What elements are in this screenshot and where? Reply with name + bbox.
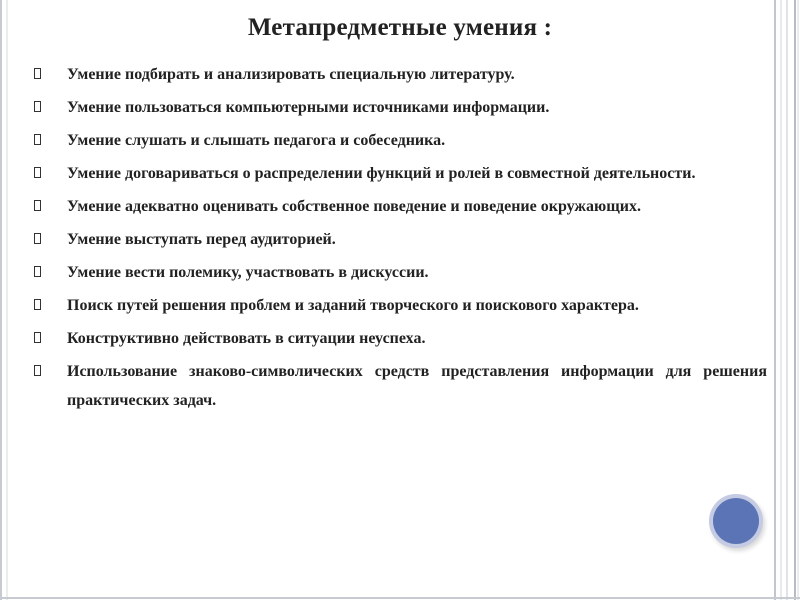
slide-title: Метапредметные умения : xyxy=(247,14,553,41)
list-item xyxy=(34,324,767,353)
checkbox-bullet-icon xyxy=(34,101,41,112)
list-item xyxy=(34,60,767,89)
checkbox-bullet-icon xyxy=(34,365,41,376)
list-item xyxy=(34,357,767,415)
list-item-text: Умение адекватно оценивать собственное поведение и поведение окружающих. xyxy=(67,198,641,215)
list-item-text: Умение пользоваться компьютерными источниками информации. xyxy=(67,99,550,116)
list-item-text: Использование знаково-символических средств представления информации для решения практических задач. xyxy=(67,363,767,409)
list-item-text: Умение договариваться о распределении функций и ролей в совместной деятельности. xyxy=(67,165,696,182)
list-item-text: Поиск путей решения проблем и заданий творческого и поискового характера. xyxy=(67,297,639,314)
decorative-circle-icon xyxy=(713,498,759,544)
list-item-text: Умение выступать перед аудиторией. xyxy=(67,231,336,248)
list-item xyxy=(34,192,767,221)
checkbox-bullet-icon xyxy=(34,200,41,211)
list-item xyxy=(34,291,767,320)
list-item xyxy=(34,93,767,122)
list-item xyxy=(34,225,767,254)
checkbox-bullet-icon xyxy=(34,332,41,343)
checkbox-bullet-icon xyxy=(34,233,41,244)
checkbox-bullet-icon xyxy=(34,68,41,79)
list-item xyxy=(34,126,767,155)
list-item-text: Умение подбирать и анализировать специальную литературу. xyxy=(67,66,515,83)
checkbox-bullet-icon xyxy=(34,266,41,277)
list-item-text: Умение вести полемику, участвовать в дискуссии. xyxy=(67,264,429,281)
list-item xyxy=(34,258,767,287)
list-item xyxy=(34,159,767,188)
checkbox-bullet-icon xyxy=(34,167,41,178)
checkbox-bullet-icon xyxy=(34,134,41,145)
list-item-text: Конструктивно действовать в ситуации неуспеха. xyxy=(67,330,426,347)
list-item-text: Умение слушать и слышать педагога и собеседника. xyxy=(67,132,446,149)
skills-list xyxy=(34,60,767,419)
checkbox-bullet-icon xyxy=(34,299,41,310)
